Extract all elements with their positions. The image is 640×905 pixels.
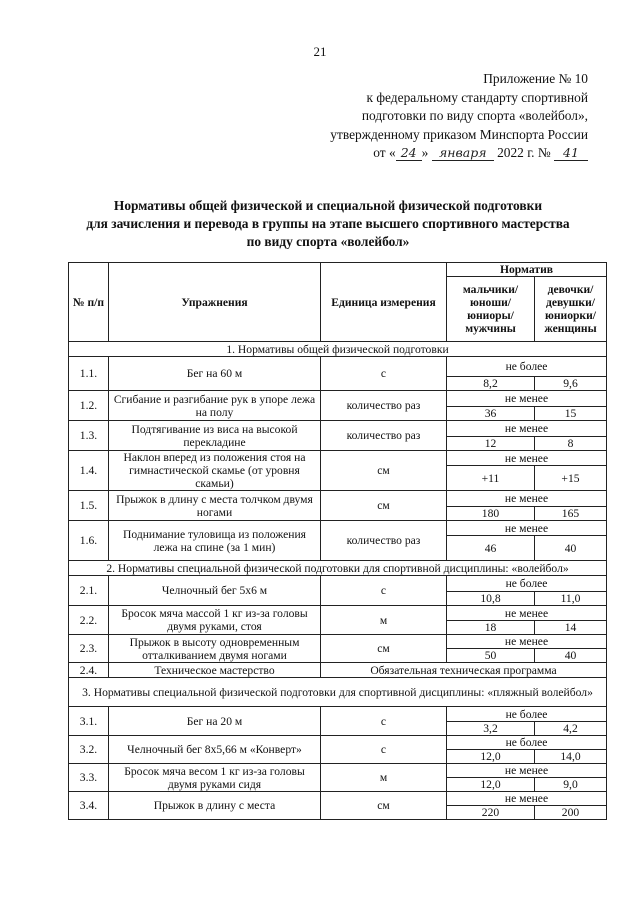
value-girls: 15	[535, 407, 607, 421]
appendix-header	[268, 70, 588, 163]
appendix-line: Приложение № 10	[483, 71, 588, 86]
row-unit: с	[321, 736, 447, 764]
table-row	[69, 635, 607, 649]
value-girls: 165	[535, 507, 607, 521]
row-exercise: Прыжок в длину с места толчком двумя ногами	[109, 491, 321, 521]
value-girls: 14	[535, 621, 607, 635]
date-year: 2022 г. №	[493, 145, 554, 161]
row-unit: с	[321, 707, 447, 736]
value-girls: 14,0	[535, 750, 607, 764]
row-unit: с	[321, 576, 447, 606]
value-boys: +11	[447, 466, 535, 491]
section-row	[69, 342, 607, 357]
row-exercise: Бросок мяча весом 1 кг из-за головы двумя руками сидя	[109, 764, 321, 792]
header-row	[69, 263, 607, 277]
value-boys: 18	[447, 621, 535, 635]
value-girls: 40	[535, 649, 607, 663]
table-row	[69, 764, 607, 778]
row-limit: не менее	[447, 764, 607, 778]
table-row	[69, 391, 607, 407]
appendix-line: к федеральному стандарту спортивной	[366, 89, 588, 105]
appendix-line: утвержденному приказом Минспорта России	[330, 126, 588, 142]
row-unit: см	[321, 451, 447, 491]
row-exercise: Челночный бег 8х5,66 м «Конверт»	[109, 736, 321, 764]
row-unit: количество раз	[321, 521, 447, 561]
value-boys: 36	[447, 407, 535, 421]
row-exercise: Поднимание туловища из положения лежа на спине (за 1 мин)	[109, 521, 321, 561]
row-unit: количество раз	[321, 391, 447, 421]
value-boys: 12	[447, 437, 535, 451]
section-row	[69, 678, 607, 707]
table-row	[69, 606, 607, 621]
row-num: 2.4.	[69, 663, 109, 678]
value-boys: 3,2	[447, 722, 535, 736]
title-line: по виду спорта «волейбол»	[246, 234, 410, 249]
row-num: 2.3.	[69, 635, 109, 663]
header-unit: Единица измерения	[321, 263, 447, 342]
row-unit: м	[321, 606, 447, 635]
handwritten-day: 24	[396, 146, 422, 161]
handwritten-order-number: 41	[554, 146, 588, 161]
row-exercise: Бросок мяча массой 1 кг из-за головы двумя руками, стоя	[109, 606, 321, 635]
value-boys: 10,8	[447, 592, 535, 606]
value-girls: +15	[535, 466, 607, 491]
value-boys: 50	[447, 649, 535, 663]
section-title: 1. Нормативы общей физической подготовки	[69, 342, 607, 357]
table-row	[69, 421, 607, 437]
value-boys: 46	[447, 536, 535, 561]
row-num: 1.4.	[69, 451, 109, 491]
row-num: 1.3.	[69, 421, 109, 451]
row-limit: не более	[447, 357, 607, 377]
row-unit: с	[321, 357, 447, 391]
table-row	[69, 707, 607, 722]
row-limit: не менее	[447, 792, 607, 806]
value-girls: 9,6	[535, 377, 607, 391]
row-exercise: Прыжок в высоту одновременным отталкиванием двумя ногами	[109, 635, 321, 663]
row-exercise: Прыжок в длину с места	[109, 792, 321, 820]
row-exercise: Подтягивание из виса на высокой перекладине	[109, 421, 321, 451]
row-num: 1.1.	[69, 357, 109, 391]
table-row	[69, 451, 607, 466]
header-girls: девочки/ девушки/ юниорки/ женщины	[535, 277, 607, 342]
table-row	[69, 576, 607, 592]
document-title	[60, 197, 596, 251]
row-exercise: Челночный бег 5х6 м	[109, 576, 321, 606]
table-row	[69, 736, 607, 750]
section-row	[69, 561, 607, 576]
row-num: 2.1.	[69, 576, 109, 606]
row-limit: не более	[447, 576, 607, 592]
row-exercise: Наклон вперед из положения стоя на гимнастической скамье (от уровня скамьи)	[109, 451, 321, 491]
row-num: 1.6.	[69, 521, 109, 561]
row-limit: не более	[447, 736, 607, 750]
header-exercise: Упражнения	[109, 263, 321, 342]
value-boys: 12,0	[447, 778, 535, 792]
table-row	[69, 792, 607, 806]
value-boys: 8,2	[447, 377, 535, 391]
table-row	[69, 491, 607, 507]
value-girls: 8	[535, 437, 607, 451]
row-limit: не менее	[447, 521, 607, 536]
appendix-line: подготовки по виду спорта «волейбол»,	[361, 108, 588, 124]
value-boys: 180	[447, 507, 535, 521]
row-special-value: Обязательная техническая программа	[321, 663, 607, 678]
table-row-special	[69, 663, 607, 678]
row-num: 1.5.	[69, 491, 109, 521]
row-exercise: Бег на 20 м	[109, 707, 321, 736]
header-num: № п/п	[69, 263, 109, 342]
row-num: 3.4.	[69, 792, 109, 820]
row-num: 3.3.	[69, 764, 109, 792]
handwritten-month: января	[432, 146, 494, 161]
row-exercise: Бег на 60 м	[109, 357, 321, 391]
row-limit: не менее	[447, 635, 607, 649]
title-line: Нормативы общей физической и специальной физической подготовки	[113, 198, 543, 213]
table-row	[69, 357, 607, 377]
value-girls: 40	[535, 536, 607, 561]
row-unit: см	[321, 635, 447, 663]
normatives-table	[68, 262, 607, 820]
row-limit: не менее	[447, 391, 607, 407]
row-exercise: Техническое мастерство	[109, 663, 321, 678]
table-body	[69, 263, 607, 820]
value-girls: 4,2	[535, 722, 607, 736]
row-limit: не менее	[447, 491, 607, 507]
date-prefix: от «	[373, 145, 396, 161]
row-unit: количество раз	[321, 421, 447, 451]
row-num: 3.1.	[69, 707, 109, 736]
value-boys: 220	[447, 806, 535, 820]
row-unit: см	[321, 491, 447, 521]
row-unit: м	[321, 764, 447, 792]
value-girls: 200	[535, 806, 607, 820]
row-limit: не менее	[447, 421, 607, 437]
value-boys: 12,0	[447, 750, 535, 764]
row-num: 2.2.	[69, 606, 109, 635]
row-limit: не более	[447, 707, 607, 722]
row-num: 1.2.	[69, 391, 109, 421]
row-exercise: Сгибание и разгибание рук в упоре лежа на полу	[109, 391, 321, 421]
row-unit: см	[321, 792, 447, 820]
date-mid: »	[421, 145, 432, 161]
header-boys: мальчики/ юноши/ юниоры/ мужчины	[447, 277, 535, 342]
section-title: 3. Нормативы специальной физической подготовки для спортивной дисциплины: «пляжный волейбол»	[69, 678, 607, 707]
value-girls: 11,0	[535, 592, 607, 606]
value-girls: 9,0	[535, 778, 607, 792]
table-row	[69, 521, 607, 536]
row-num: 3.2.	[69, 736, 109, 764]
header-norm: Норматив	[447, 263, 607, 277]
row-limit: не менее	[447, 451, 607, 466]
appendix-date-line	[268, 144, 588, 163]
row-limit: не менее	[447, 606, 607, 621]
title-line: для зачисления и перевода в группы на этапе высшего спортивного мастерства	[86, 216, 570, 231]
section-title: 2. Нормативы специальной физической подготовки для спортивной дисциплины: «волейбол»	[69, 561, 607, 576]
page-number: 21	[313, 44, 327, 59]
